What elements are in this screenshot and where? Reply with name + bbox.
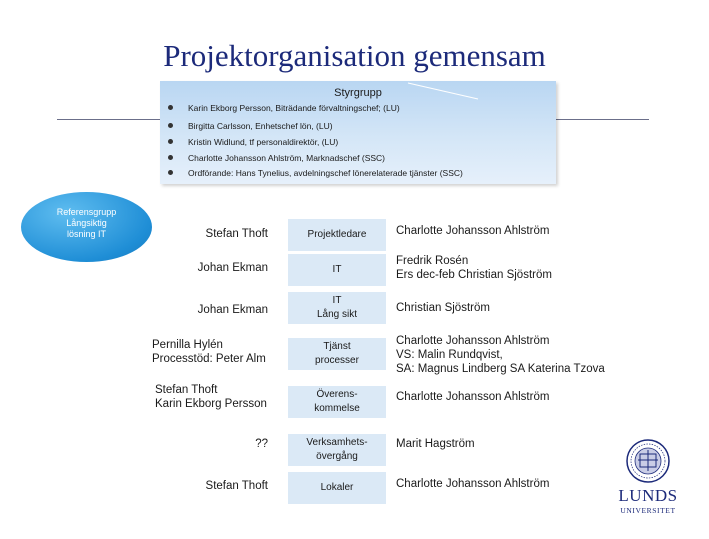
row-left: Stefan Thoft [205,228,268,240]
bullet-icon [168,123,173,128]
bullet-icon [168,105,173,110]
styrgrupp-member [168,168,463,178]
row-left: Johan Ekman [197,262,268,274]
row-right: Christian Sjöström [396,302,490,314]
styrgrupp-title: Styrgrupp [334,87,382,99]
logo-name: LUNDS [618,486,678,505]
styrgrupp-member [168,103,400,113]
role-box-it: IT [288,254,386,286]
referensgrupp-line: Referensgrupp [56,207,117,217]
styrgrupp-member [168,137,338,147]
row-right: Charlotte Johansson Ahlström [396,391,550,403]
row-right: Charlotte Johansson Ahlström VS: Malin Rundqvist, SA: Magnus Lindberg SA Katerina Tzova [396,335,605,375]
row-right: Charlotte Johansson Ahlström [396,478,550,490]
role-box-tjanst-processer: Tjänst processer [288,338,386,370]
styrgrupp-member [168,153,385,163]
bullet-icon [168,155,173,160]
member-text: Karin Ekborg Persson, Biträdande förvaltningschef; (LU) [188,103,400,113]
row-left: Stefan Thoft Karin Ekborg Persson [155,384,267,410]
lund-university-logo [610,438,686,520]
member-text: Birgitta Carlsson, Enhetschef lön, (LU) [188,121,333,131]
university-seal-icon [610,438,686,520]
row-left: Johan Ekman [197,304,268,316]
role-box-lokaler: Lokaler [288,472,386,504]
row-right: Charlotte Johansson Ahlström [396,225,550,237]
row-right: Fredrik Rosén Ers dec-feb Christian Sjöström [396,255,552,281]
role-box-it-lang-sikt: IT Lång sikt [288,292,386,324]
member-text: Ordförande: Hans Tynelius, avdelningschef lönerelaterade tjänster (SSC) [188,168,463,178]
row-left: Stefan Thoft [205,480,268,492]
role-box-projektledare: Projektledare [288,219,386,251]
page-title: Projektorganisation gemensam [163,38,546,73]
member-text: Kristin Widlund, tf personaldirektör, (LU) [188,137,339,147]
title-rule-left [57,119,160,120]
referensgrupp-circle [21,192,152,262]
member-text: Charlotte Johansson Ahlström, Marknadschef (SSC) [188,153,386,163]
logo-sub: UNIVERSITET [620,506,676,515]
row-left: Pernilla Hylén Processtöd: Peter Alm [152,339,266,365]
row-left: ?? [255,438,268,450]
referensgrupp-line: lösning IT [66,229,107,239]
styrgrupp-member [168,121,333,131]
role-box-overenskommelse: Överens- kommelse [288,386,386,418]
row-right: Marit Hagström [396,438,475,450]
role-box-verksamhetsovergang: Verksamhets- övergång [288,434,386,466]
bullet-icon [168,170,173,175]
styrgrupp-panel [160,81,556,184]
referensgrupp-line: Långsiktig [66,218,107,228]
bullet-icon [168,139,173,144]
title-rule-right [556,119,649,120]
